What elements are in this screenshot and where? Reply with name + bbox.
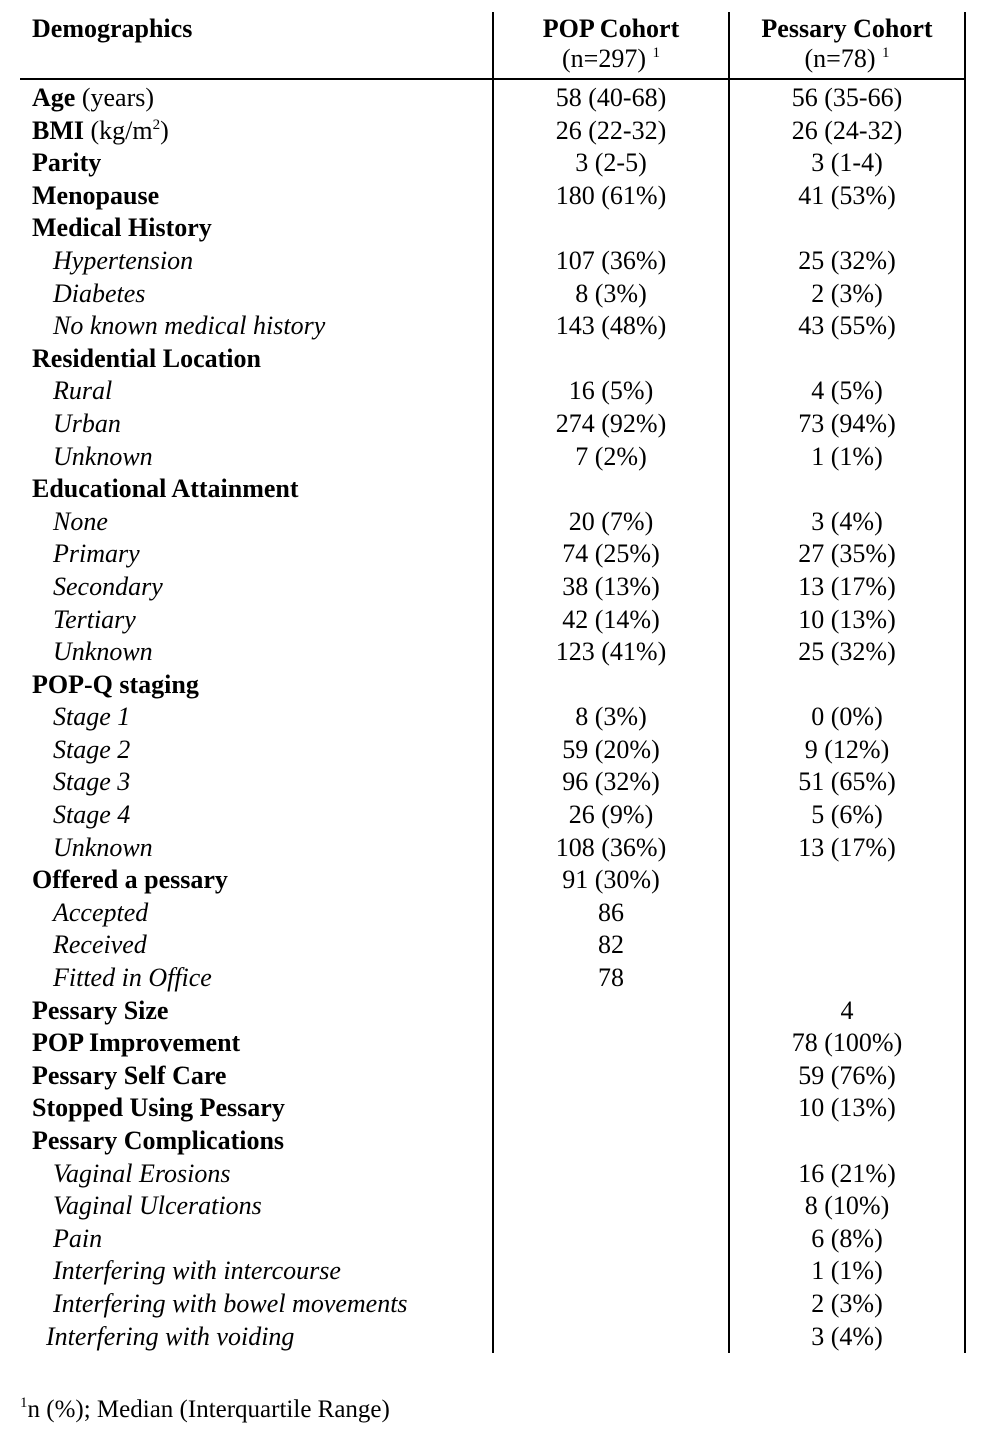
- table-row: [20, 147, 965, 180]
- pessary-cohort-value: 1 (1%): [729, 1255, 965, 1288]
- pessary-cohort-value: 10 (13%): [729, 1092, 965, 1125]
- row-label: [20, 734, 493, 767]
- pop-cohort-value: 143 (48%): [493, 310, 729, 343]
- pop-cohort-value: 59 (20%): [493, 734, 729, 767]
- pop-cohort-value: 180 (61%): [493, 180, 729, 213]
- row-label: [20, 636, 493, 669]
- row-label-text: BMI: [32, 115, 84, 145]
- pessary-cohort-value: 41 (53%): [729, 180, 965, 213]
- row-label-text: Parity: [32, 148, 102, 178]
- table-row: [20, 1321, 965, 1354]
- row-label-text: None: [53, 506, 108, 536]
- row-label: [20, 408, 493, 441]
- pop-cohort-value: [493, 212, 729, 245]
- pessary-cohort-value: 2 (3%): [729, 278, 965, 311]
- row-label: [20, 669, 493, 702]
- row-unit-end: ): [160, 115, 169, 145]
- row-label-text: Accepted: [53, 897, 149, 927]
- pop-cohort-value: 82: [493, 929, 729, 962]
- pessary-cohort-value: 3 (4%): [729, 506, 965, 539]
- row-label: [20, 180, 493, 213]
- row-label-text: Stage 4: [53, 800, 131, 830]
- row-label: [20, 441, 493, 474]
- row-label-text: Stage 1: [53, 702, 131, 732]
- table-row: [20, 1255, 965, 1288]
- pop-cohort-value: [493, 473, 729, 506]
- pop-cohort-value: [493, 343, 729, 376]
- pop-cohort-value: 86: [493, 897, 729, 930]
- row-label: [20, 864, 493, 897]
- pessary-cohort-value: 2 (3%): [729, 1288, 965, 1321]
- row-label-text: Secondary: [53, 571, 163, 601]
- row-label-text: POP-Q staging: [32, 669, 199, 699]
- row-label-text: Offered a pessary: [32, 865, 228, 895]
- row-label-text: Residential Location: [32, 343, 261, 373]
- row-label: [20, 310, 493, 343]
- header-pessary-title: Pessary Cohort: [761, 14, 933, 43]
- row-label: [20, 538, 493, 571]
- row-label-text: Unknown: [53, 441, 153, 471]
- header-demographics: Demographics: [20, 12, 493, 79]
- pessary-cohort-value: 4 (5%): [729, 375, 965, 408]
- row-label-text: Medical History: [32, 213, 212, 243]
- table-row: [20, 1223, 965, 1256]
- table-row: [20, 701, 965, 734]
- row-label: [20, 115, 493, 148]
- table-row: [20, 864, 965, 897]
- pessary-cohort-value: [729, 1125, 965, 1158]
- pessary-cohort-value: 1 (1%): [729, 441, 965, 474]
- pessary-cohort-value: 78 (100%): [729, 1027, 965, 1060]
- row-label: [20, 343, 493, 376]
- pessary-cohort-value: [729, 212, 965, 245]
- row-label: [20, 245, 493, 278]
- table-row: [20, 1288, 965, 1321]
- header-row: [20, 12, 965, 79]
- table-row: [20, 766, 965, 799]
- row-label: [20, 799, 493, 832]
- row-label: [20, 1190, 493, 1223]
- pop-cohort-value: [493, 1125, 729, 1158]
- table-header: [20, 12, 965, 79]
- pop-cohort-value: 7 (2%): [493, 441, 729, 474]
- row-label-text: Fitted in Office: [53, 963, 212, 993]
- table-row: [20, 180, 965, 213]
- header-pop-footnote-mark: 1: [652, 45, 660, 61]
- pop-cohort-value: 96 (32%): [493, 766, 729, 799]
- row-label: [20, 832, 493, 865]
- pessary-cohort-value: 3 (4%): [729, 1321, 965, 1354]
- table-row: [20, 115, 965, 148]
- pessary-cohort-value: 9 (12%): [729, 734, 965, 767]
- pop-cohort-value: 74 (25%): [493, 538, 729, 571]
- header-pop-title: POP Cohort: [542, 14, 680, 43]
- row-label-text: Educational Attainment: [32, 474, 299, 504]
- row-label: [20, 212, 493, 245]
- row-unit: (kg/m: [84, 115, 153, 145]
- row-label: [20, 701, 493, 734]
- pop-cohort-value: [493, 1223, 729, 1256]
- row-label-text: Pessary Self Care: [32, 1060, 227, 1090]
- row-label: [20, 995, 493, 1028]
- pop-cohort-value: 78: [493, 962, 729, 995]
- pessary-cohort-value: [729, 962, 965, 995]
- table-row: [20, 473, 965, 506]
- row-label: [20, 604, 493, 637]
- row-label: [20, 1027, 493, 1060]
- table-row: [20, 245, 965, 278]
- pessary-cohort-value: 3 (1-4): [729, 147, 965, 180]
- row-label-text: Diabetes: [53, 278, 146, 308]
- table-row: [20, 310, 965, 343]
- row-label-text: No known medical history: [53, 311, 326, 341]
- pop-cohort-value: 42 (14%): [493, 604, 729, 637]
- pop-cohort-value: [493, 1288, 729, 1321]
- table-row: [20, 734, 965, 767]
- row-label-text: Hypertension: [53, 245, 194, 275]
- pop-cohort-value: 38 (13%): [493, 571, 729, 604]
- row-label-text: Menopause: [32, 180, 160, 210]
- table-row: [20, 538, 965, 571]
- row-label: [20, 1288, 493, 1321]
- table-body: [20, 79, 965, 1353]
- row-label: [20, 929, 493, 962]
- row-label: [20, 506, 493, 539]
- pop-cohort-value: [493, 1321, 729, 1354]
- pop-cohort-value: 108 (36%): [493, 832, 729, 865]
- row-label-text: Unknown: [53, 832, 153, 862]
- row-label-text: Interfering with voiding: [46, 1321, 295, 1351]
- row-unit: (years): [75, 83, 155, 112]
- pop-cohort-value: 58 (40-68): [493, 79, 729, 115]
- row-label: [20, 897, 493, 930]
- pessary-cohort-value: 0 (0%): [729, 701, 965, 734]
- pop-cohort-value: 26 (9%): [493, 799, 729, 832]
- pessary-cohort-value: [729, 473, 965, 506]
- pessary-cohort-value: [729, 897, 965, 930]
- row-label-text: Stopped Using Pessary: [32, 1093, 285, 1123]
- table-row: [20, 1092, 965, 1125]
- table-row: [20, 79, 965, 115]
- pessary-cohort-value: 8 (10%): [729, 1190, 965, 1223]
- pop-cohort-value: [493, 669, 729, 702]
- row-label-text: Primary: [53, 539, 140, 569]
- row-label: [20, 1255, 493, 1288]
- table-row: [20, 1190, 965, 1223]
- footnote-text: n (%); Median (Interquartile Range): [27, 1396, 390, 1423]
- pop-cohort-value: [493, 1255, 729, 1288]
- row-label-text: Vaginal Ulcerations: [53, 1191, 262, 1221]
- pop-cohort-value: 8 (3%): [493, 278, 729, 311]
- row-unit-superscript: 2: [152, 116, 161, 133]
- header-pessary-n: [730, 44, 964, 74]
- row-label-text: Pessary Size: [32, 995, 169, 1025]
- pessary-cohort-value: 5 (6%): [729, 799, 965, 832]
- pessary-cohort-value: 51 (65%): [729, 766, 965, 799]
- table-row: [20, 441, 965, 474]
- pessary-cohort-value: 6 (8%): [729, 1223, 965, 1256]
- row-label-text: Stage 2: [53, 734, 131, 764]
- pop-cohort-value: [493, 1060, 729, 1093]
- pessary-cohort-value: 25 (32%): [729, 636, 965, 669]
- table-row: [20, 832, 965, 865]
- table-row: [20, 1027, 965, 1060]
- pop-cohort-value: [493, 1190, 729, 1223]
- table-row: [20, 375, 965, 408]
- row-label-text: Pessary Complications: [32, 1126, 285, 1155]
- row-label-text: Received: [53, 930, 147, 960]
- pop-cohort-value: 3 (2-5): [493, 147, 729, 180]
- pop-cohort-value: [493, 1027, 729, 1060]
- row-label: [20, 147, 493, 180]
- row-label-text: Pain: [53, 1223, 103, 1253]
- pessary-cohort-value: [729, 669, 965, 702]
- row-label: [20, 375, 493, 408]
- pessary-cohort-value: 27 (35%): [729, 538, 965, 571]
- footnote: [20, 1396, 390, 1424]
- table-row: [20, 278, 965, 311]
- header-pop-n-value: (n=297): [562, 44, 646, 73]
- pop-cohort-value: 16 (5%): [493, 375, 729, 408]
- row-label: [20, 571, 493, 604]
- row-label-text: Tertiary: [53, 604, 136, 634]
- row-label-text: POP Improvement: [32, 1028, 241, 1058]
- table-row: [20, 1158, 965, 1191]
- row-label-text: Interfering with bowel movements: [53, 1288, 408, 1318]
- row-label-text: Interfering with intercourse: [53, 1256, 341, 1286]
- header-pop-cohort: [493, 12, 729, 79]
- table-row: [20, 897, 965, 930]
- pessary-cohort-value: 56 (35-66): [729, 79, 965, 115]
- row-label-text: Age: [32, 83, 76, 112]
- demographics-table: [20, 12, 966, 1353]
- pop-cohort-value: 91 (30%): [493, 864, 729, 897]
- table-row: [20, 1060, 965, 1093]
- row-label: [20, 1321, 493, 1354]
- table-row: [20, 343, 965, 376]
- pessary-cohort-value: 13 (17%): [729, 832, 965, 865]
- table-row: [20, 506, 965, 539]
- table-row: [20, 799, 965, 832]
- table-row: [20, 604, 965, 637]
- pop-cohort-value: 123 (41%): [493, 636, 729, 669]
- row-label: [20, 962, 493, 995]
- header-pessary-footnote-mark: 1: [881, 45, 890, 61]
- pop-cohort-value: 20 (7%): [493, 506, 729, 539]
- table-row: [20, 669, 965, 702]
- pessary-cohort-value: 73 (94%): [729, 408, 965, 441]
- header-pessary-n-value: (n=78): [804, 44, 876, 73]
- row-label: [20, 1125, 493, 1158]
- pop-cohort-value: 107 (36%): [493, 245, 729, 278]
- table-row: [20, 962, 965, 995]
- row-label-text: Stage 3: [53, 767, 131, 797]
- pop-cohort-value: [493, 995, 729, 1028]
- table-row: [20, 636, 965, 669]
- row-label: [20, 1158, 493, 1191]
- pessary-cohort-value: [729, 343, 965, 376]
- pessary-cohort-value: [729, 864, 965, 897]
- row-label: [20, 79, 493, 115]
- pop-cohort-value: [493, 1158, 729, 1191]
- row-label-text: Rural: [53, 376, 113, 406]
- row-label: [20, 1092, 493, 1125]
- row-label-text: Urban: [53, 408, 121, 438]
- pessary-cohort-value: 16 (21%): [729, 1158, 965, 1191]
- table-row: [20, 1125, 965, 1158]
- table-row: [20, 995, 965, 1028]
- pop-cohort-value: [493, 1092, 729, 1125]
- pessary-cohort-value: 10 (13%): [729, 604, 965, 637]
- pessary-cohort-value: [729, 929, 965, 962]
- table-row: [20, 571, 965, 604]
- pop-cohort-value: 274 (92%): [493, 408, 729, 441]
- table-row: [20, 929, 965, 962]
- pessary-cohort-value: 13 (17%): [729, 571, 965, 604]
- pessary-cohort-value: 26 (24-32): [729, 115, 965, 148]
- row-label: [20, 766, 493, 799]
- pessary-cohort-value: 59 (76%): [729, 1060, 965, 1093]
- pessary-cohort-value: 25 (32%): [729, 245, 965, 278]
- header-pop-n: [494, 44, 728, 74]
- row-label: [20, 278, 493, 311]
- table-row: [20, 408, 965, 441]
- row-label: [20, 1060, 493, 1093]
- table-row: [20, 212, 965, 245]
- row-label: [20, 473, 493, 506]
- pessary-cohort-value: 4: [729, 995, 965, 1028]
- row-label: [20, 1223, 493, 1256]
- header-pessary-cohort: [729, 12, 965, 79]
- row-label-text: Unknown: [53, 637, 153, 667]
- pop-cohort-value: 8 (3%): [493, 701, 729, 734]
- row-label-text: Vaginal Erosions: [53, 1158, 231, 1188]
- pop-cohort-value: 26 (22-32): [493, 115, 729, 148]
- pessary-cohort-value: 43 (55%): [729, 310, 965, 343]
- footnote-mark: 1: [20, 1395, 28, 1411]
